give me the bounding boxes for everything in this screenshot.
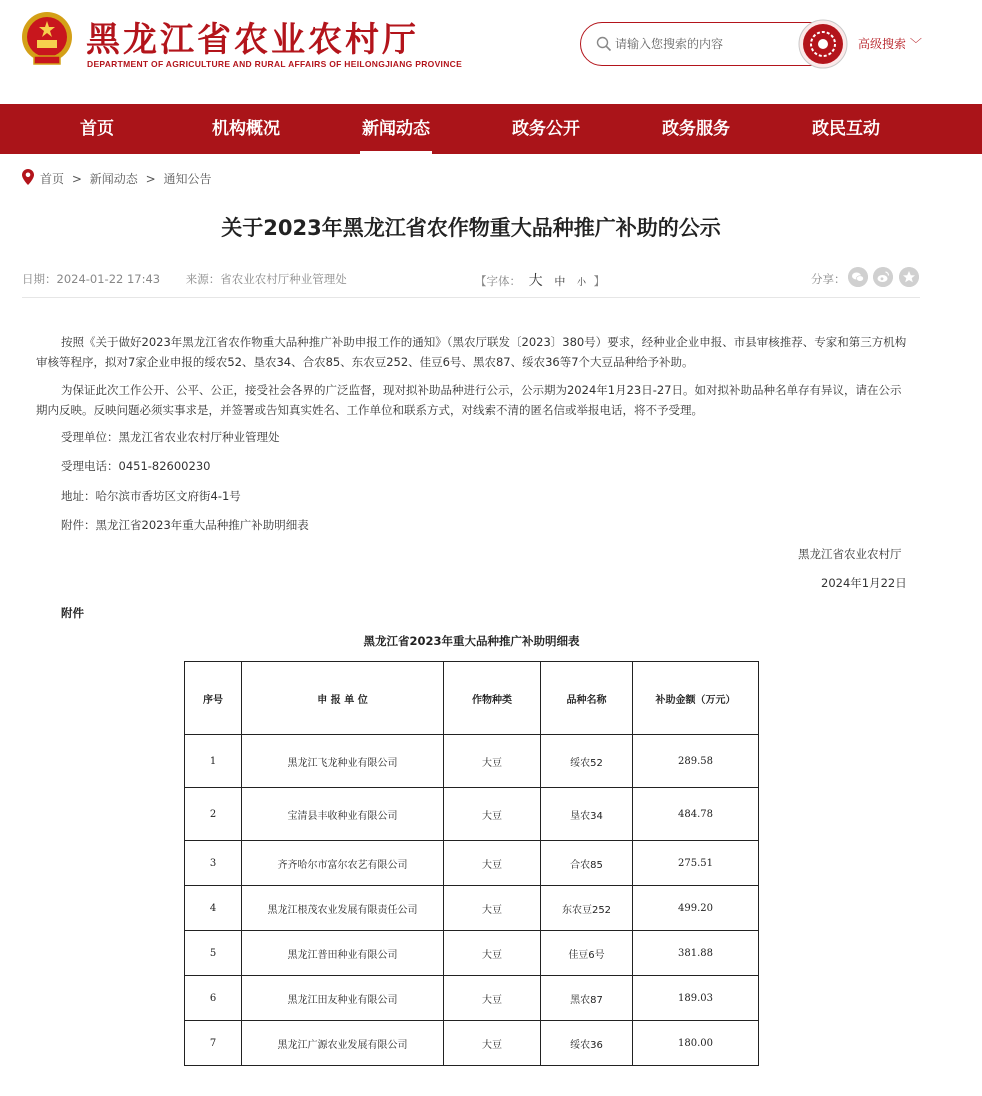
nav-active-indicator xyxy=(360,151,432,154)
table-title: 黑龙江省2023年重大品种推广补助明细表 xyxy=(363,634,580,648)
table-cell: 东农豆252 xyxy=(541,886,633,931)
table-cell: 绥农52 xyxy=(541,735,633,788)
nav-item-interaction[interactable]: 政民互动 xyxy=(812,119,880,139)
table-cell: 1 xyxy=(185,735,242,788)
font-size-medium-button[interactable]: 中 xyxy=(554,275,566,288)
meta-divider xyxy=(22,297,920,298)
breadcrumb-notice[interactable]: 通知公告 xyxy=(163,172,212,186)
table-cell: 7 xyxy=(185,1021,242,1066)
table-row xyxy=(185,735,759,788)
attachment-note: 附件：黑龙江省2023年重大品种推广补助明细表 xyxy=(61,518,309,532)
font-size-selector xyxy=(475,270,605,290)
table-cell: 黑龙江广源农业发展有限公司 xyxy=(242,1021,444,1066)
table-cell: 垦农34 xyxy=(541,788,633,841)
nav-item-gov-services[interactable]: 政务服务 xyxy=(662,119,730,139)
table-cell: 大豆 xyxy=(444,886,541,931)
article-date: 日期：2024-01-22 17:43 xyxy=(22,272,161,286)
accepting-unit: 受理单位：黑龙江省农业农村厅种业管理处 xyxy=(61,430,280,444)
table-header-cell: 作物种类 xyxy=(444,662,541,735)
site-title[interactable]: 黑龙江省农业农村厅 xyxy=(86,20,419,60)
table-cell: 大豆 xyxy=(444,931,541,976)
signature-date: 2024年1月22日 xyxy=(821,576,907,590)
table-cell: 大豆 xyxy=(444,841,541,886)
search-input[interactable] xyxy=(615,35,795,53)
table-cell: 大豆 xyxy=(444,1021,541,1066)
font-size-large-button[interactable]: 大 xyxy=(528,273,543,289)
accepting-phone: 受理电话：0451-82600230 xyxy=(61,459,211,473)
table-cell: 6 xyxy=(185,976,242,1021)
nav-item-organization[interactable]: 机构概况 xyxy=(212,119,280,139)
main-nav xyxy=(0,104,982,154)
site-title-en: DEPARTMENT OF AGRICULTURE AND RURAL AFFAIRS OF HEILONGJIANG PROVINCE xyxy=(87,59,463,69)
article-title: 关于2023年黑龙江省农作物重大品种推广补助的公示 xyxy=(221,216,721,240)
table-cell: 180.00 xyxy=(633,1021,759,1066)
weibo-share-icon[interactable] xyxy=(873,267,893,287)
search-icon xyxy=(596,36,612,52)
article-source: 来源：省农业农村厅种业管理处 xyxy=(185,272,347,286)
article-paragraph-2: 为保证此次工作公开、公平、公正，接受社会各界的广泛监督，现对拟补助品种进行公示，公示期为2024年1月23日-27日。如对拟补助品种名单存有异议，请在公示期内反映。反映问题必须实事求是，并签署或告知真实姓名、工作单位和联系方式，对线索不清的匿名信或举报电话，将不予受理。 xyxy=(36,383,902,417)
breadcrumb-separator: > xyxy=(145,172,156,186)
nav-item-news[interactable]: 新闻动态 xyxy=(362,119,430,139)
wechat-share-icon[interactable] xyxy=(848,267,868,287)
table-row xyxy=(185,841,759,886)
table-cell: 齐齐哈尔市富尔农艺有限公司 xyxy=(242,841,444,886)
table-cell: 绥农36 xyxy=(541,1021,633,1066)
table-cell: 宝清县丰收种业有限公司 xyxy=(242,788,444,841)
nav-item-home[interactable]: 首页 xyxy=(80,119,114,139)
location-pin-icon xyxy=(22,169,34,185)
breadcrumb-separator: > xyxy=(71,172,82,186)
site-header xyxy=(0,0,982,104)
favorite-share-icon[interactable] xyxy=(899,267,919,287)
table-cell: 大豆 xyxy=(444,735,541,788)
address: 地址：哈尔滨市香坊区文府街4-1号 xyxy=(61,489,241,503)
breadcrumb-news[interactable]: 新闻动态 xyxy=(89,172,138,186)
table-cell: 黑龙江田友种业有限公司 xyxy=(242,976,444,1021)
table-cell: 合农85 xyxy=(541,841,633,886)
table-cell: 佳豆6号 xyxy=(541,931,633,976)
table-cell: 4 xyxy=(185,886,242,931)
table-row xyxy=(185,1021,759,1066)
table-cell: 3 xyxy=(185,841,242,886)
article-meta xyxy=(22,271,347,287)
table-header-cell: 品种名称 xyxy=(541,662,633,735)
table-row xyxy=(185,931,759,976)
table-cell: 484.78 xyxy=(633,788,759,841)
table-cell: 5 xyxy=(185,931,242,976)
table-cell: 黑农87 xyxy=(541,976,633,1021)
table-row xyxy=(185,886,759,931)
advanced-search-link[interactable]: 高级搜索 ﹀ xyxy=(858,37,922,51)
table-cell: 289.58 xyxy=(633,735,759,788)
font-size-close-bracket: 】 xyxy=(593,274,606,288)
signature-org: 黑龙江省农业农村厅 xyxy=(798,547,902,561)
table-cell: 275.51 xyxy=(633,841,759,886)
table-row xyxy=(185,976,759,1021)
attachment-heading: 附件 xyxy=(61,606,84,620)
national-emblem-icon[interactable] xyxy=(20,10,74,68)
font-size-label: 【字体： xyxy=(475,274,521,288)
nav-item-gov-affairs[interactable]: 政务公开 xyxy=(512,119,580,139)
table-header-cell: 序号 xyxy=(185,662,242,735)
table-cell: 黑龙江飞龙种业有限公司 xyxy=(242,735,444,788)
table-row xyxy=(185,788,759,841)
article-paragraph-1: 按照《关于做好2023年黑龙江省农作物重大品种推广补助申报工作的通知》（黑农厅联发〔2023〕380号）要求，经种业企业申报、市县审核推荐、专家和第三方机构审核等程序，拟对7家企业申报的绥农52、垦农34、合农85、东农豆252、佳豆6号、黑农87、绥农36等7个大豆品种给予补助。 xyxy=(36,335,907,369)
table-cell: 黑龙江普田种业有限公司 xyxy=(242,931,444,976)
share-label: 分享： xyxy=(811,272,846,286)
table-cell: 大豆 xyxy=(444,788,541,841)
table-cell: 499.20 xyxy=(633,886,759,931)
breadcrumb-home[interactable]: 首页 xyxy=(40,172,65,186)
table-cell: 黑龙江根茂农业发展有限责任公司 xyxy=(242,886,444,931)
font-size-small-button[interactable]: 小 xyxy=(576,278,586,288)
table-cell: 大豆 xyxy=(444,976,541,1021)
table-cell: 381.88 xyxy=(633,931,759,976)
subsidy-detail-table xyxy=(184,661,759,1066)
table-cell: 2 xyxy=(185,788,242,841)
table-header-row xyxy=(185,662,759,735)
table-cell: 189.03 xyxy=(633,976,759,1021)
table-header-cell: 补助金额（万元） xyxy=(633,662,759,735)
search-button-emblem-icon[interactable] xyxy=(798,19,848,69)
breadcrumb xyxy=(40,170,211,187)
table-header-cell: 申 报 单 位 xyxy=(242,662,444,735)
